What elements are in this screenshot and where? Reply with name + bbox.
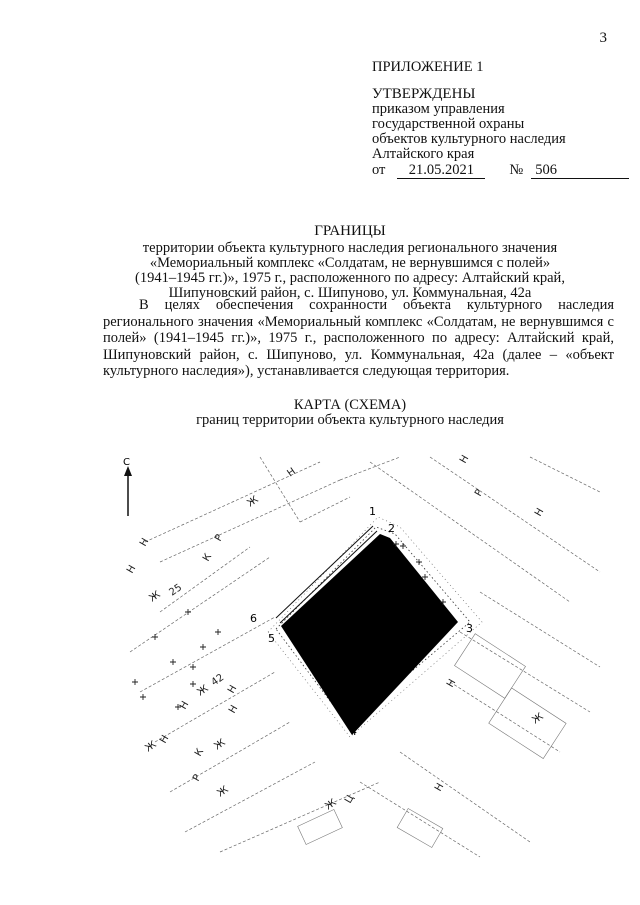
title-block	[80, 224, 620, 301]
approval-line: государственной охраны	[372, 116, 525, 132]
boundary-point-label: 5	[268, 632, 275, 645]
map-title: КАРТА (СХЕМА)	[293, 397, 407, 413]
map-label: Н	[533, 506, 547, 519]
approved-label: УТВЕРЖДЕНЫ	[372, 86, 476, 102]
map-label: Ж	[143, 739, 159, 755]
object-territory	[281, 534, 458, 735]
page-number: 3	[599, 30, 607, 46]
subheading-line: «Мемориальный комплекс «Солдатам, не вернувшимся с полей»	[149, 255, 551, 271]
map-label: Н	[445, 677, 459, 690]
map-label: Н	[458, 453, 472, 466]
map-label: Н	[178, 699, 192, 712]
boundary-point-label: 4	[350, 725, 357, 738]
approval-line: Алтайского края	[372, 146, 475, 162]
map-label: Н	[158, 733, 172, 746]
date-prefix: от	[372, 162, 386, 178]
subheading-line: Шипуновский район, с. Шипуново, ул. Коммунальная, 42а	[168, 285, 532, 301]
map-label: Ж	[147, 589, 163, 605]
map-label: Ж	[323, 797, 339, 813]
subheading-line: территории объекта культурного наследия регионального значения	[142, 240, 558, 256]
order-date: 21.05.2021	[397, 163, 485, 179]
map-label: Н	[138, 536, 152, 549]
map-label: Н	[285, 466, 298, 480]
map-label: Н	[226, 683, 240, 696]
body-paragraph: В целях обеспечения сохранности объекта культурного наследия регионального значения «Мемориальный комплекс «Солдатам, не вернувшимся с полей» (1941–1945 гг.)», 1975 г., расположенного по адресу: Алтайский край, Шипуновский район, с. Шипуново, ул. Коммунальная, 42а (далее – «объект культурного наследия»), устанавливается следующая территория.	[103, 297, 614, 379]
approval-line: приказом управления	[372, 101, 505, 117]
map-label: Н	[125, 563, 139, 576]
map-label: Ж	[195, 683, 211, 699]
map-title-block	[80, 398, 620, 428]
map-label: 42	[209, 672, 227, 689]
order-line	[372, 163, 629, 179]
order-number: 506	[531, 163, 629, 179]
approval-line: объектов культурного наследия	[372, 131, 566, 147]
boundary-map	[100, 452, 610, 862]
appendix-label: ПРИЛОЖЕНИЕ 1	[372, 59, 484, 75]
map-label: Р	[191, 772, 204, 784]
map-label: Ж	[212, 737, 228, 753]
document-heading: ГРАНИЦЫ	[314, 223, 386, 239]
map-label: Ж	[530, 711, 546, 727]
boundary-point-label: 2	[388, 522, 395, 535]
map-svg	[100, 452, 610, 862]
map-label: Р	[213, 532, 226, 544]
map-label: К	[201, 551, 215, 564]
boundary-point-label: 1	[369, 505, 376, 518]
map-label: Р	[473, 487, 486, 499]
north-arrow-icon	[124, 466, 132, 516]
north-label: С	[123, 457, 130, 468]
approval-block	[372, 60, 629, 179]
map-label: Ж	[245, 494, 261, 510]
map-label: 25	[167, 582, 185, 599]
body-text	[103, 297, 614, 380]
subheading-line: (1941–1945 гг.)», 1975 г., расположенного по адресу: Алтайский край,	[135, 270, 565, 286]
number-prefix: №	[509, 162, 524, 178]
map-label: К	[193, 746, 207, 759]
map-label: Ц	[343, 793, 357, 806]
boundary-point-label: 3	[466, 622, 473, 635]
map-label: Н	[433, 781, 447, 794]
map-subtitle: границ территории объекта культурного наследия	[196, 412, 504, 428]
map-label: Н	[227, 703, 241, 716]
map-label: Ж	[215, 784, 231, 800]
boundary-point-label: 6	[250, 612, 257, 625]
